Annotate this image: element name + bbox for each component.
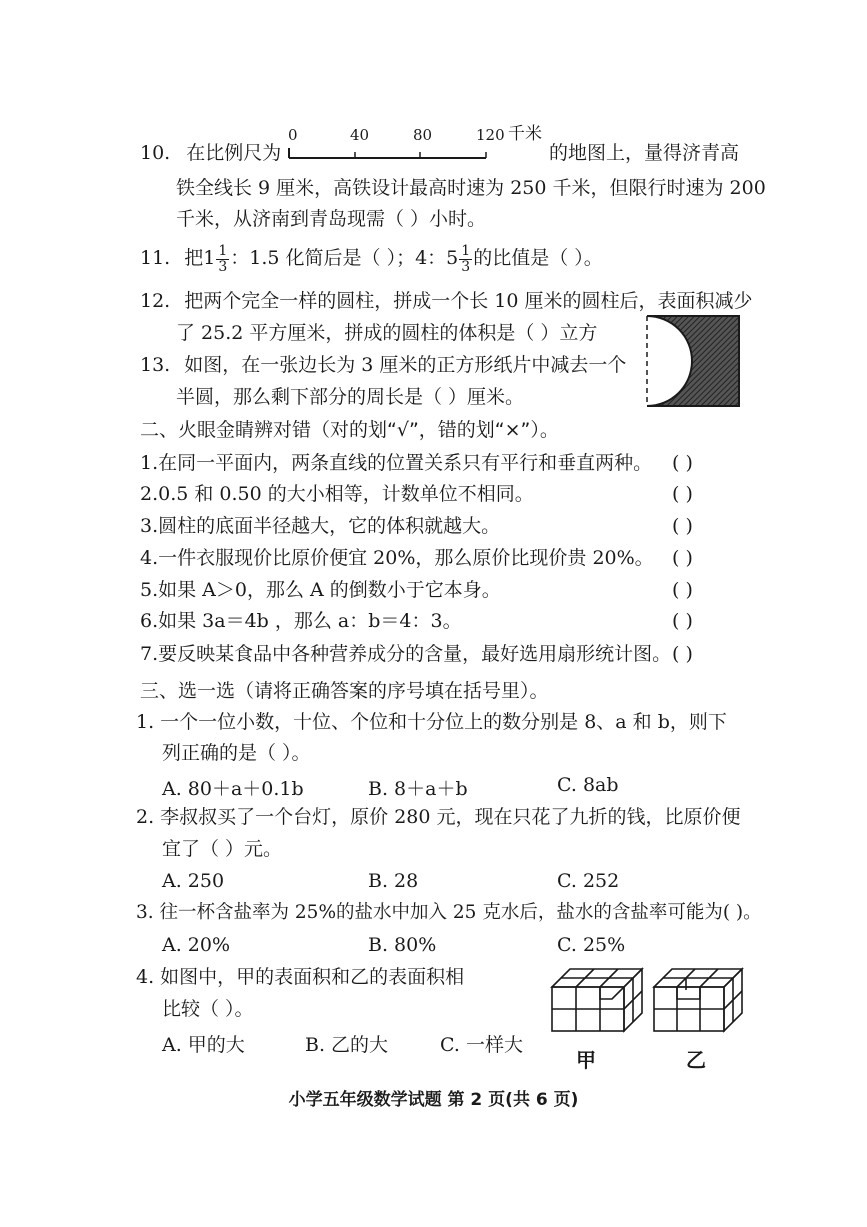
section3-title: 三、选一选（请将正确答案的序号填在括号里）。 bbox=[140, 680, 549, 702]
square-semicircle-figure bbox=[645, 314, 742, 408]
s3-q4-line2: 比较（ ）。 bbox=[162, 998, 254, 1020]
s2-item-6: 6.如果 3a＝4b ，那么 a：b＝4：3。 bbox=[140, 610, 462, 632]
q10-pre: 在比例尺为 bbox=[186, 142, 282, 164]
q10-line2: 铁全线长 9 厘米，高铁设计最高时速为 250 千米，但限行时速为 200 bbox=[176, 177, 766, 199]
scale-unit: 千米 bbox=[508, 124, 542, 144]
s2-item-7: 7.要反映某食品中各种营养成分的含量，最好选用扇形统计图。 bbox=[140, 643, 672, 665]
s3-q2-option-c[interactable]: C. 252 bbox=[557, 870, 620, 892]
s2-item-3: 3.圆柱的底面半径越大，它的体积就越大。 bbox=[140, 515, 501, 537]
scale-label-40: 40 bbox=[350, 126, 370, 144]
section2-title: 二、火眼金睛辨对错（对的划“√”，错的划“×”）。 bbox=[140, 419, 559, 441]
q10-post: 的地图上，量得济青高 bbox=[549, 142, 740, 164]
s2-answer-3[interactable]: ( ) bbox=[672, 515, 693, 537]
s2-item-2: 2.0.5 和 0.50 的大小相等，计数单位不相同。 bbox=[140, 483, 534, 505]
s3-q2-line1: 2. 李叔叔买了一个台灯，原价 280 元，现在只花了九折的钱，比原价便 bbox=[136, 806, 741, 828]
q12-number: 12. bbox=[140, 290, 171, 312]
scale-bar-line bbox=[288, 146, 488, 160]
q11-fraction-1 bbox=[216, 244, 229, 274]
cube-figure-jia bbox=[550, 965, 645, 1035]
s2-item-1: 1.在同一平面内，两条直线的位置关系只有平行和垂直两种。 bbox=[140, 452, 653, 474]
q11-text1: 把 bbox=[184, 247, 204, 270]
s3-q1-line1: 1. 一个一位小数，十位、个位和十分位上的数分别是 8、a 和 b，则下 bbox=[136, 711, 727, 733]
s2-item-5: 5.如果 A＞0，那么 A 的倒数小于它本身。 bbox=[140, 579, 501, 601]
s3-q2-option-b[interactable]: B. 28 bbox=[368, 870, 419, 892]
s2-answer-7[interactable]: ( ) bbox=[672, 643, 693, 665]
q11-text3: 的比值是（ ）。 bbox=[473, 247, 603, 270]
s3-q1-option-a[interactable]: A. 80＋a＋0.1b bbox=[162, 778, 304, 800]
scale-label-0: 0 bbox=[288, 126, 298, 144]
fig-label-jia: 甲 bbox=[576, 1048, 596, 1072]
scale-label-80: 80 bbox=[413, 126, 433, 144]
s3-q3-option-c[interactable]: C. 25% bbox=[557, 934, 626, 956]
s3-q1-option-b[interactable]: B. 8＋a＋b bbox=[368, 778, 468, 800]
cube-figure-yi bbox=[652, 965, 744, 1035]
q11-frac2-den: 3 bbox=[461, 258, 471, 275]
q13-number: 13. bbox=[140, 354, 171, 376]
s2-answer-1[interactable]: ( ) bbox=[672, 452, 693, 474]
q12-line2: 了 25.2 平方厘米，拼成的圆柱的体积是（ ）立方 bbox=[176, 322, 598, 344]
q11-text2: ：1.5 化简后是（ ）；4：5 bbox=[230, 247, 459, 270]
q10-number: 10. bbox=[140, 142, 171, 164]
s3-q4-option-b[interactable]: B. 乙的大 bbox=[305, 1034, 389, 1056]
q10-line1 bbox=[140, 142, 281, 165]
s3-q3-option-b[interactable]: B. 80% bbox=[368, 934, 437, 956]
q11-frac1-num: 1 bbox=[218, 243, 228, 259]
s2-answer-4[interactable]: ( ) bbox=[672, 547, 693, 569]
q13-line2: 半圆，那么剩下部分的周长是（ ）厘米。 bbox=[176, 386, 525, 408]
s3-q4-line1: 4. 如图中，甲的表面积和乙的表面积相 bbox=[136, 966, 465, 988]
s3-q1-line2: 列正确的是（ ）。 bbox=[162, 742, 311, 764]
scale-label-120: 120 bbox=[476, 126, 505, 144]
s3-q2-line2: 宜了（ ）元。 bbox=[162, 838, 283, 860]
s3-q4-option-c[interactable]: C. 一样大 bbox=[440, 1034, 523, 1056]
fig-label-yi: 乙 bbox=[686, 1048, 706, 1072]
s2-answer-2[interactable]: ( ) bbox=[672, 483, 693, 505]
s3-q1-option-c[interactable]: C. 8ab bbox=[557, 774, 619, 796]
q11-line bbox=[140, 244, 603, 274]
q12-text1: 把两个完全一样的圆柱，拼成一个长 10 厘米的圆柱后，表面积减少 bbox=[184, 290, 753, 312]
s2-answer-6[interactable]: ( ) bbox=[672, 610, 693, 632]
s3-q2-option-a[interactable]: A. 250 bbox=[162, 870, 225, 892]
s2-item-4: 4.一件衣服现价比原价便宜 20%，那么原价比现价贵 20%。 bbox=[140, 547, 654, 569]
s3-q3-option-a[interactable]: A. 20% bbox=[162, 934, 231, 956]
s2-answer-5[interactable]: ( ) bbox=[672, 579, 693, 601]
q11-frac1-den: 3 bbox=[218, 258, 228, 275]
q11-fraction-2 bbox=[459, 244, 472, 274]
q11-mix1-whole: 1 bbox=[203, 247, 216, 270]
q13-line1 bbox=[140, 354, 626, 377]
q11-frac2-num: 1 bbox=[461, 243, 471, 259]
q13-text1: 如图，在一张边长为 3 厘米的正方形纸片中减去一个 bbox=[184, 354, 627, 376]
s3-q4-option-a[interactable]: A. 甲的大 bbox=[162, 1034, 245, 1056]
q10-line3: 千米，从济南到青岛现需（ ）小时。 bbox=[176, 208, 487, 230]
q11-number: 11. bbox=[140, 247, 171, 270]
page-footer: 小学五年级数学试题 第 2 页(共 6 页) bbox=[288, 1090, 579, 1110]
s3-q3-line1: 3. 往一杯含盐率为 25%的盐水中加入 25 克水后，盐水的含盐率可能为( )。 bbox=[136, 902, 762, 923]
q12-line1 bbox=[140, 290, 753, 313]
